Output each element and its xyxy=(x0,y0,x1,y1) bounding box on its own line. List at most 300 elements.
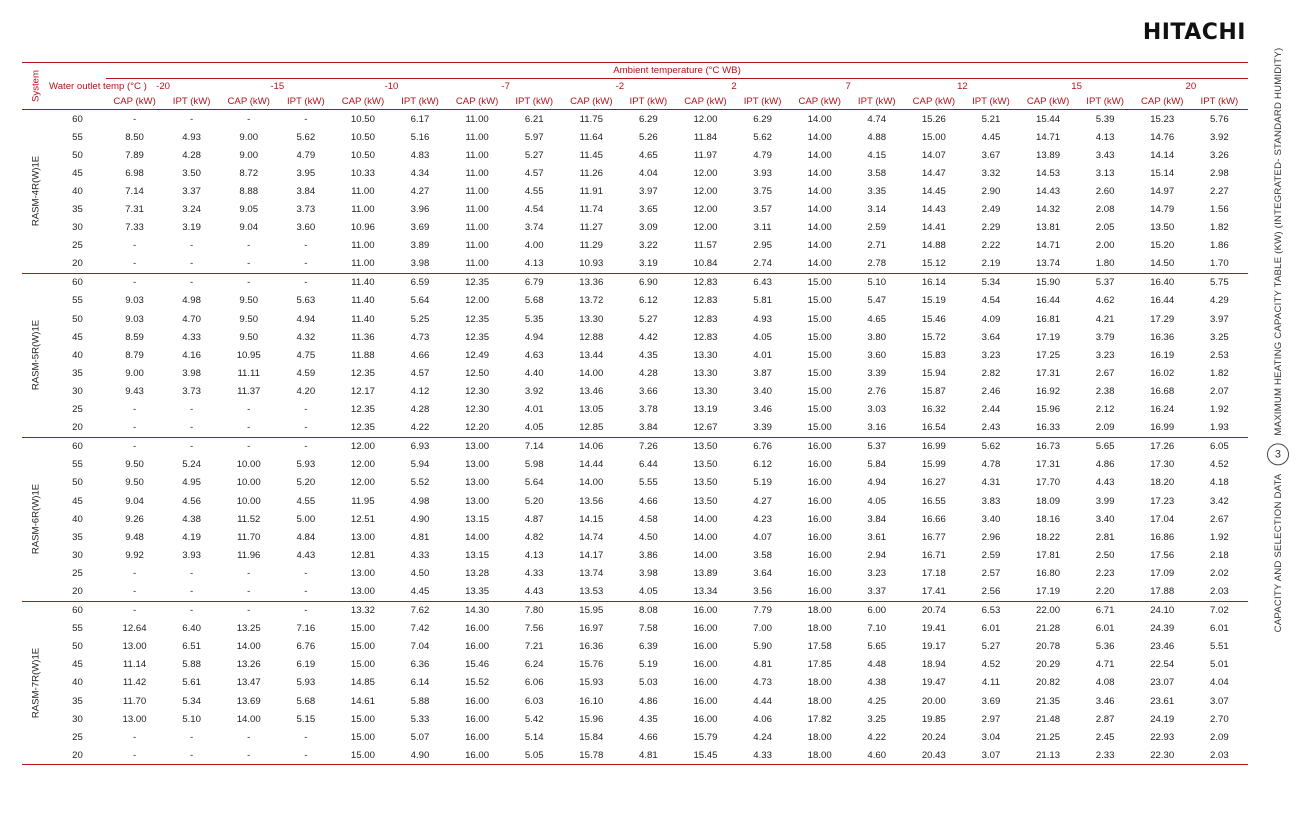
value-cell: 2.33 xyxy=(1095,749,1115,761)
value-cell: 14.88 xyxy=(921,240,946,252)
value-cell: 4.34 xyxy=(410,167,430,179)
value-cell: 5.34 xyxy=(182,695,201,707)
value-cell: 12.00 xyxy=(465,295,490,307)
value-cell: 7.62 xyxy=(410,605,430,617)
value-cell: 16.00 xyxy=(693,659,718,671)
value-cell: 14.85 xyxy=(350,677,375,689)
value-cell: 16.00 xyxy=(807,477,832,489)
value-cell: 11.95 xyxy=(351,495,375,507)
value-cell: 2.43 xyxy=(981,422,1001,434)
cap-header: CAP (kW) xyxy=(912,96,956,107)
section-label: CAPACITY AND SELECTION DATA xyxy=(1272,473,1284,633)
table-row xyxy=(22,746,1248,765)
value-cell: 16.32 xyxy=(921,404,946,416)
value-cell: 14.00 xyxy=(693,549,718,561)
value-cell: 4.08 xyxy=(1095,677,1115,689)
ipt-header: IPT (kW) xyxy=(629,96,668,107)
value-cell: 3.57 xyxy=(753,204,772,216)
value-cell: 4.90 xyxy=(410,749,430,761)
value-cell: 5.34 xyxy=(981,277,1001,289)
value-cell: - xyxy=(190,731,194,743)
water-temp-cell: 35 xyxy=(72,695,83,707)
cap-header: CAP (kW) xyxy=(341,96,385,107)
value-cell: 3.22 xyxy=(639,240,658,252)
value-cell: - xyxy=(304,113,308,125)
value-cell: 13.00 xyxy=(350,585,375,597)
value-cell: 15.00 xyxy=(350,623,375,635)
value-cell: 2.27 xyxy=(1210,185,1229,197)
value-cell: 5.19 xyxy=(639,659,658,671)
value-cell: 4.32 xyxy=(296,331,316,343)
value-cell: 3.40 xyxy=(1095,513,1115,525)
value-cell: 10.50 xyxy=(350,149,375,161)
value-cell: 5.63 xyxy=(296,295,316,307)
value-cell: 20.74 xyxy=(921,605,946,617)
value-cell: - xyxy=(304,258,308,270)
value-cell: 15.00 xyxy=(807,349,832,361)
value-cell: 4.44 xyxy=(753,695,772,707)
value-cell: - xyxy=(190,605,194,617)
value-cell: 12.00 xyxy=(693,113,718,125)
value-cell: 13.44 xyxy=(579,349,604,361)
value-cell: 1.82 xyxy=(1210,367,1229,379)
value-cell: 19.17 xyxy=(921,641,946,653)
table-row xyxy=(22,255,1248,274)
value-cell: 3.39 xyxy=(867,367,887,379)
value-cell: 13.47 xyxy=(236,677,261,689)
value-cell: 3.69 xyxy=(981,695,1001,707)
value-cell: 9.04 xyxy=(239,222,259,234)
value-cell: 16.00 xyxy=(693,623,718,635)
value-cell: 4.78 xyxy=(981,459,1001,471)
value-cell: 14.17 xyxy=(579,549,604,561)
value-cell: 14.00 xyxy=(807,131,832,143)
value-cell: 11.00 xyxy=(465,258,489,270)
value-cell: 3.04 xyxy=(981,731,1001,743)
value-cell: 13.00 xyxy=(465,495,490,507)
table-row xyxy=(22,710,1248,728)
value-cell: 4.28 xyxy=(639,367,658,379)
value-cell: 3.50 xyxy=(182,167,201,179)
value-cell: 5.16 xyxy=(410,131,430,143)
value-cell: 1.82 xyxy=(1210,222,1229,234)
value-cell: - xyxy=(132,113,137,125)
value-cell: 11.14 xyxy=(122,659,147,671)
value-cell: 4.90 xyxy=(410,513,430,525)
value-cell: 4.87 xyxy=(524,513,544,525)
ipt-header: IPT (kW) xyxy=(515,96,554,107)
value-cell: 3.11 xyxy=(753,222,772,234)
value-cell: 12.00 xyxy=(350,459,375,471)
value-cell: 13.81 xyxy=(1036,222,1061,234)
value-cell: 22.54 xyxy=(1150,659,1175,671)
value-cell: 3.66 xyxy=(639,385,658,397)
value-cell: 14.00 xyxy=(579,477,604,489)
value-cell: 6.12 xyxy=(753,459,772,471)
value-cell: 10.50 xyxy=(350,113,375,125)
value-cell: 14.00 xyxy=(236,713,261,725)
value-cell: 4.13 xyxy=(1095,131,1115,143)
ipt-header: IPT (kW) xyxy=(172,96,211,107)
water-temp-cell: 45 xyxy=(72,659,83,671)
table-row xyxy=(22,237,1248,255)
value-cell: 2.74 xyxy=(753,258,772,270)
value-cell: 6.76 xyxy=(753,441,772,453)
value-cell: 6.76 xyxy=(296,641,316,653)
value-cell: 5.10 xyxy=(182,713,201,725)
value-cell: 3.14 xyxy=(867,204,887,216)
value-cell: 11.00 xyxy=(465,167,489,179)
value-cell: - xyxy=(247,585,251,597)
value-cell: 13.32 xyxy=(350,605,375,617)
value-cell: 2.96 xyxy=(981,531,1001,543)
value-cell: 13.89 xyxy=(693,567,718,579)
value-cell: 4.38 xyxy=(182,513,201,525)
value-cell: 14.00 xyxy=(807,258,832,270)
ipt-header: IPT (kW) xyxy=(1086,96,1124,107)
water-temp-cell: 35 xyxy=(72,204,83,216)
value-cell: 4.93 xyxy=(182,131,201,143)
value-cell: 5.62 xyxy=(981,441,1001,453)
table-row xyxy=(22,364,1248,382)
value-cell: 14.53 xyxy=(1036,167,1061,179)
value-cell: 16.44 xyxy=(1150,295,1175,307)
value-cell: 23.07 xyxy=(1150,677,1175,689)
value-cell: 5.01 xyxy=(1210,659,1229,671)
value-cell: 7.14 xyxy=(125,185,144,197)
value-cell: 5.15 xyxy=(296,713,316,725)
value-cell: - xyxy=(132,277,137,289)
value-cell: 7.33 xyxy=(125,222,144,234)
temperature-row xyxy=(22,79,1248,95)
ipt-header: IPT (kW) xyxy=(401,96,439,107)
value-cell: 1.86 xyxy=(1210,240,1229,252)
value-cell: 4.79 xyxy=(296,149,316,161)
value-cell: 5.35 xyxy=(524,313,544,325)
value-cell: 14.45 xyxy=(921,185,946,197)
value-cell: 13.30 xyxy=(693,367,718,379)
value-cell: 15.26 xyxy=(921,113,946,125)
value-cell: 3.19 xyxy=(639,258,658,270)
value-cell: 12.67 xyxy=(693,422,718,434)
value-cell: - xyxy=(132,441,137,453)
water-outlet-header: Water outlet temp (°C ) xyxy=(49,80,147,92)
table-row xyxy=(22,110,1248,129)
value-cell: 11.57 xyxy=(693,240,718,252)
value-cell: 13.89 xyxy=(1036,149,1061,161)
value-cell: 21.13 xyxy=(1036,749,1061,761)
value-cell: 2.67 xyxy=(1095,367,1115,379)
value-cell: 9.05 xyxy=(239,204,259,216)
value-cell: 10.00 xyxy=(236,459,261,471)
water-temp-cell: 40 xyxy=(72,349,83,361)
value-cell: 5.51 xyxy=(1210,641,1229,653)
value-cell: 4.86 xyxy=(639,695,658,707)
water-temp-cell: 40 xyxy=(72,185,83,197)
value-cell: 13.56 xyxy=(579,495,604,507)
value-cell: 2.56 xyxy=(981,585,1001,597)
value-cell: 20.00 xyxy=(921,695,946,707)
value-cell: 4.65 xyxy=(867,313,887,325)
value-cell: 16.00 xyxy=(465,731,490,743)
system-label: RASM-6R(W)1E xyxy=(30,483,41,555)
water-temp-cell: 60 xyxy=(72,277,83,289)
value-cell: 3.03 xyxy=(867,404,887,416)
value-cell: 7.31 xyxy=(125,204,144,216)
value-cell: 4.16 xyxy=(182,349,201,361)
value-cell: 15.00 xyxy=(807,277,832,289)
value-cell: 15.00 xyxy=(350,749,375,761)
unit-row xyxy=(22,94,1248,110)
value-cell: 5.20 xyxy=(296,477,316,489)
value-cell: 4.04 xyxy=(639,167,658,179)
table-row xyxy=(22,128,1248,146)
value-cell: - xyxy=(132,404,137,416)
value-cell: 3.42 xyxy=(1210,495,1229,507)
value-cell: 17.04 xyxy=(1150,513,1175,525)
value-cell: 9.50 xyxy=(239,313,259,325)
value-cell: - xyxy=(190,277,194,289)
value-cell: 5.65 xyxy=(1095,441,1115,453)
value-cell: 15.96 xyxy=(579,713,604,725)
value-cell: 15.12 xyxy=(921,258,946,270)
value-cell: 5.81 xyxy=(753,295,772,307)
value-cell: 11.26 xyxy=(579,167,603,179)
value-cell: 3.40 xyxy=(753,385,772,397)
cap-header: CAP (kW) xyxy=(455,96,499,107)
value-cell: - xyxy=(247,422,251,434)
value-cell: 3.09 xyxy=(639,222,658,234)
table-row xyxy=(22,292,1248,310)
value-cell: 8.50 xyxy=(125,131,144,143)
value-cell: 6.59 xyxy=(410,277,430,289)
value-cell: 15.44 xyxy=(1036,113,1061,125)
value-cell: 13.72 xyxy=(579,295,604,307)
value-cell: 16.66 xyxy=(921,513,946,525)
value-cell: 11.84 xyxy=(693,131,718,143)
system-group xyxy=(22,601,1248,765)
value-cell: 9.50 xyxy=(125,459,144,471)
value-cell: 3.25 xyxy=(867,713,887,725)
value-cell: 11.00 xyxy=(351,240,375,252)
value-cell: 5.94 xyxy=(410,459,430,471)
value-cell: 3.87 xyxy=(753,367,772,379)
value-cell: - xyxy=(247,240,251,252)
value-cell: 6.29 xyxy=(639,113,658,125)
value-cell: 5.37 xyxy=(1095,277,1115,289)
value-cell: 2.45 xyxy=(1095,731,1115,743)
value-cell: 4.79 xyxy=(753,149,772,161)
value-cell: 15.00 xyxy=(807,422,832,434)
water-temp-cell: 30 xyxy=(72,549,83,561)
value-cell: 9.26 xyxy=(125,513,144,525)
value-cell: 4.15 xyxy=(867,149,887,161)
value-cell: 16.86 xyxy=(1150,531,1175,543)
value-cell: 3.16 xyxy=(867,422,887,434)
value-cell: - xyxy=(247,605,251,617)
value-cell: - xyxy=(304,585,308,597)
value-cell: 7.10 xyxy=(867,623,887,635)
value-cell: 14.41 xyxy=(921,222,946,234)
value-cell: 24.19 xyxy=(1150,713,1175,725)
value-cell: 12.00 xyxy=(693,167,718,179)
water-temp-cell: 20 xyxy=(72,422,83,434)
value-cell: 17.26 xyxy=(1150,441,1175,453)
temp-header: 12 xyxy=(957,81,968,92)
value-cell: 13.30 xyxy=(579,313,604,325)
value-cell: 4.81 xyxy=(639,749,658,761)
value-cell: - xyxy=(132,585,137,597)
value-cell: 4.83 xyxy=(410,149,430,161)
table-row xyxy=(22,401,1248,419)
value-cell: 3.96 xyxy=(410,204,430,216)
value-cell: 14.00 xyxy=(807,240,832,252)
value-cell: 8.88 xyxy=(239,185,259,197)
water-temp-cell: 25 xyxy=(72,240,83,252)
value-cell: 2.08 xyxy=(1095,204,1115,216)
value-cell: 4.23 xyxy=(753,513,772,525)
value-cell: 4.95 xyxy=(182,477,201,489)
value-cell: 16.36 xyxy=(579,641,604,653)
value-cell: 9.50 xyxy=(125,477,144,489)
value-cell: 1.92 xyxy=(1210,531,1229,543)
water-temp-cell: 55 xyxy=(72,295,83,307)
value-cell: 6.71 xyxy=(1095,605,1115,617)
value-cell: 3.95 xyxy=(296,167,316,179)
value-cell: 4.98 xyxy=(182,295,201,307)
value-cell: 12.30 xyxy=(465,404,490,416)
value-cell: 4.27 xyxy=(410,185,430,197)
value-cell: 16.55 xyxy=(921,495,946,507)
value-cell: 14.00 xyxy=(807,222,832,234)
value-cell: 16.00 xyxy=(807,549,832,561)
page-number: 3 xyxy=(1267,444,1289,466)
value-cell: 2.38 xyxy=(1095,385,1115,397)
value-cell: 9.48 xyxy=(125,531,144,543)
table-row xyxy=(22,492,1248,510)
value-cell: 2.87 xyxy=(1095,713,1115,725)
value-cell: 2.09 xyxy=(1210,731,1229,743)
value-cell: 4.29 xyxy=(1210,295,1229,307)
value-cell: 3.37 xyxy=(182,185,201,197)
value-cell: 14.47 xyxy=(921,167,946,179)
value-cell: 17.18 xyxy=(921,567,946,579)
value-cell: 12.50 xyxy=(465,367,490,379)
value-cell: 8.08 xyxy=(639,605,658,617)
value-cell: 11.40 xyxy=(351,313,375,325)
value-cell: 15.72 xyxy=(921,331,946,343)
value-cell: 4.04 xyxy=(1210,677,1229,689)
value-cell: 5.00 xyxy=(296,513,316,525)
value-cell: 7.26 xyxy=(639,441,658,453)
value-cell: 2.05 xyxy=(1095,222,1115,234)
value-cell: 6.00 xyxy=(867,605,887,617)
value-cell: 4.24 xyxy=(753,731,772,743)
value-cell: 15.00 xyxy=(921,131,946,143)
value-cell: 4.33 xyxy=(753,749,772,761)
temp-header: -2 xyxy=(615,81,625,92)
value-cell: - xyxy=(190,404,194,416)
value-cell: 6.51 xyxy=(182,641,201,653)
value-cell: 11.97 xyxy=(693,149,718,161)
value-cell: 4.05 xyxy=(524,422,544,434)
value-cell: 2.59 xyxy=(981,549,1001,561)
value-cell: 14.74 xyxy=(579,531,604,543)
value-cell: 12.35 xyxy=(465,313,490,325)
value-cell: 4.63 xyxy=(524,349,544,361)
value-cell: 11.00 xyxy=(465,240,489,252)
value-cell: 15.00 xyxy=(350,659,375,671)
value-cell: 7.56 xyxy=(524,623,544,635)
value-cell: 4.66 xyxy=(639,495,658,507)
water-temp-cell: 20 xyxy=(72,258,83,270)
value-cell: 18.20 xyxy=(1150,477,1175,489)
value-cell: 13.30 xyxy=(693,349,718,361)
value-cell: 16.00 xyxy=(807,567,832,579)
temp-header: 15 xyxy=(1071,81,1082,92)
value-cell: 6.19 xyxy=(296,659,316,671)
value-cell: 4.01 xyxy=(524,404,544,416)
value-cell: 19.41 xyxy=(921,623,946,635)
value-cell: 17.31 xyxy=(1036,459,1061,471)
value-cell: 16.14 xyxy=(921,277,946,289)
value-cell: 16.00 xyxy=(693,695,718,707)
value-cell: 6.01 xyxy=(1095,623,1115,635)
value-cell: 17.85 xyxy=(807,659,832,671)
value-cell: 11.00 xyxy=(351,185,375,197)
value-cell: 3.46 xyxy=(1095,695,1115,707)
value-cell: 2.07 xyxy=(1210,385,1229,397)
value-cell: 3.93 xyxy=(753,167,772,179)
value-cell: 9.50 xyxy=(239,295,259,307)
value-cell: 4.57 xyxy=(410,367,430,379)
value-cell: - xyxy=(247,567,251,579)
value-cell: 19.85 xyxy=(921,713,946,725)
table-row xyxy=(22,273,1248,292)
value-cell: 4.52 xyxy=(981,659,1001,671)
value-cell: 10.93 xyxy=(579,258,604,270)
value-cell: 4.21 xyxy=(1095,313,1115,325)
value-cell: 13.15 xyxy=(465,549,490,561)
value-cell: 14.43 xyxy=(1036,185,1061,197)
value-cell: - xyxy=(247,749,251,761)
value-cell: 2.90 xyxy=(981,185,1001,197)
value-cell: 4.73 xyxy=(753,677,772,689)
value-cell: 4.66 xyxy=(410,349,430,361)
value-cell: 15.00 xyxy=(807,385,832,397)
value-cell: 11.75 xyxy=(579,113,603,125)
value-cell: 15.00 xyxy=(807,295,832,307)
value-cell: 4.18 xyxy=(1210,477,1229,489)
value-cell: 16.10 xyxy=(579,695,604,707)
value-cell: 16.00 xyxy=(693,641,718,653)
table-row xyxy=(22,656,1248,674)
value-cell: 4.48 xyxy=(867,659,887,671)
value-cell: 18.22 xyxy=(1036,531,1061,543)
value-cell: 15.96 xyxy=(1036,404,1061,416)
value-cell: 5.27 xyxy=(524,149,544,161)
value-cell: 5.84 xyxy=(867,459,887,471)
value-cell: 13.50 xyxy=(693,459,718,471)
value-cell: 3.78 xyxy=(639,404,658,416)
temp-header: -15 xyxy=(270,81,285,92)
value-cell: 3.92 xyxy=(524,385,544,397)
value-cell: 5.97 xyxy=(524,131,544,143)
brand-logo: HITACHI xyxy=(1142,20,1246,45)
cap-header: CAP (kW) xyxy=(570,96,613,107)
heating-capacity-table xyxy=(22,62,1248,765)
value-cell: 5.37 xyxy=(867,441,887,453)
